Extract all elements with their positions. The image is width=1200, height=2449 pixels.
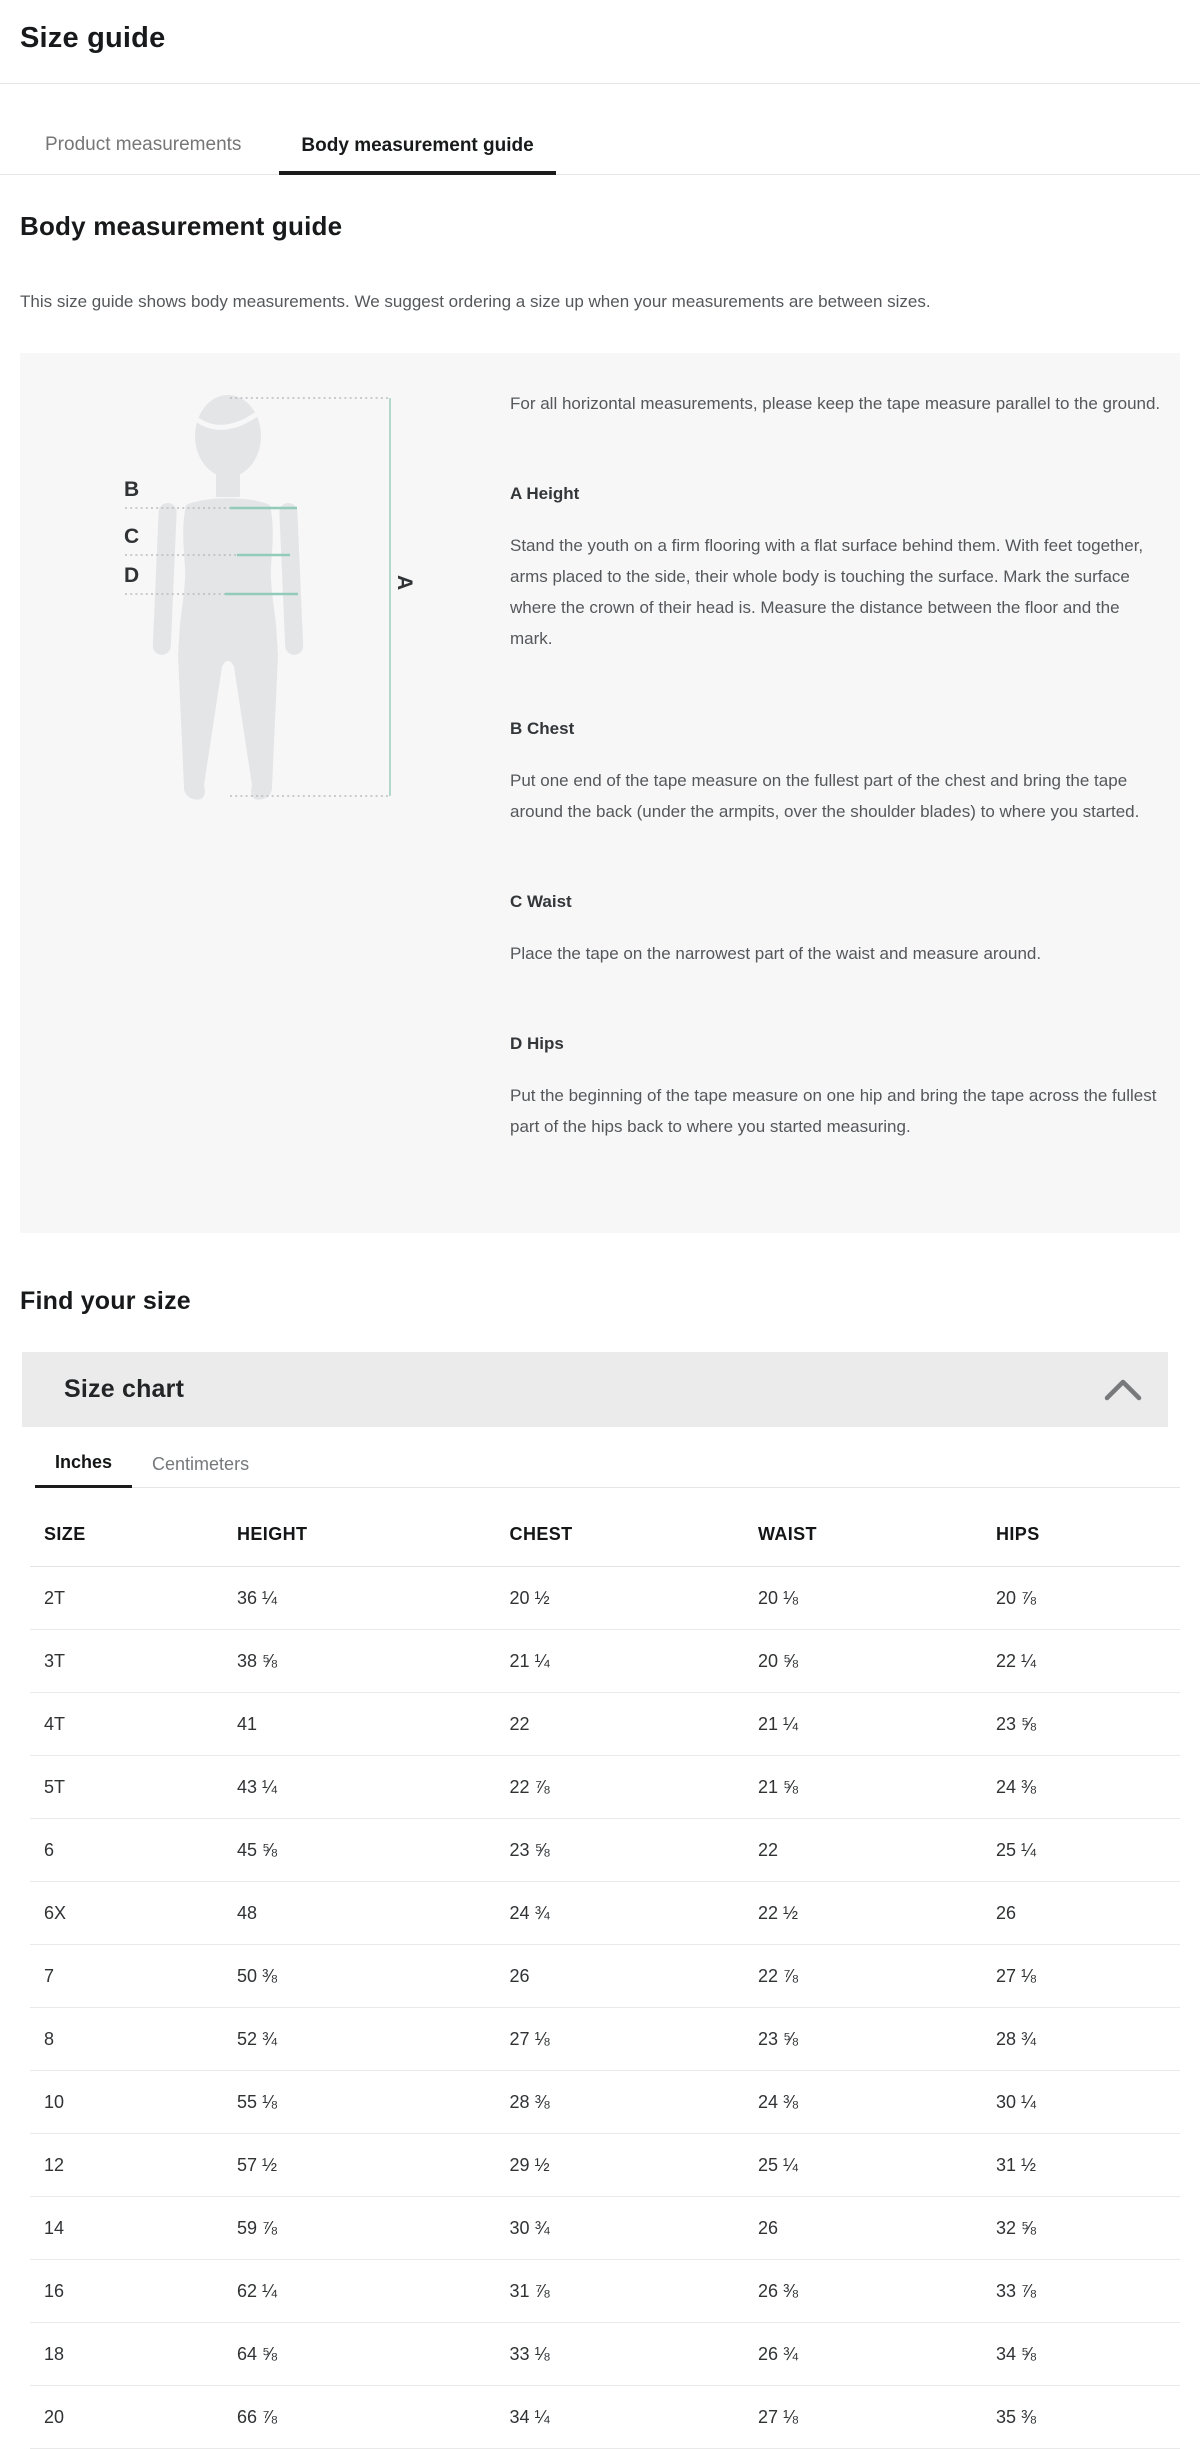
table-cell: 20 ⅝ — [758, 1630, 996, 1693]
table-cell: 29 ½ — [510, 2134, 758, 2197]
table-cell: 26 — [996, 1882, 1180, 1945]
table-cell: 35 ⅜ — [996, 2386, 1180, 2449]
table-cell: 26 — [758, 2197, 996, 2260]
table-row — [30, 2071, 1180, 2134]
section-c-waist-text: Place the tape on the narrowest part of the waist and measure around. — [510, 944, 1042, 963]
table-cell: 22 — [510, 1693, 758, 1756]
table-cell: 22 ⅞ — [758, 1945, 996, 2008]
size-table — [30, 1488, 1180, 2449]
section-a-height-label: A Height — [510, 484, 580, 503]
column-header: CHEST — [510, 1488, 758, 1567]
table-row — [30, 2008, 1180, 2071]
table-cell: 27 ⅛ — [758, 2386, 996, 2449]
size-chart-title: Size chart — [64, 1375, 185, 1403]
table-cell: 18 — [30, 2323, 237, 2386]
table-cell: 25 ¼ — [758, 2134, 996, 2197]
table-cell: 26 ¾ — [758, 2323, 996, 2386]
measurement-diagram-panel — [20, 353, 1180, 1233]
table-cell: 6X — [30, 1882, 237, 1945]
table-cell: 36 ¼ — [237, 1567, 510, 1630]
table-cell: 26 — [510, 1945, 758, 2008]
table-cell: 20 ½ — [510, 1567, 758, 1630]
table-cell: 59 ⅞ — [237, 2197, 510, 2260]
measurement-instructions — [510, 353, 1165, 1142]
section-d-hips-text: Put the beginning of the tape measure on one hip and bring the tape across the fullest part of the hips back to where you started measuring. — [510, 1086, 1157, 1136]
table-row — [30, 1882, 1180, 1945]
table-cell: 57 ½ — [237, 2134, 510, 2197]
table-cell: 24 ¾ — [510, 1882, 758, 1945]
table-cell: 4T — [30, 1693, 237, 1756]
table-cell: 62 ¼ — [237, 2260, 510, 2323]
size-chart-accordion-header[interactable] — [22, 1352, 1168, 1427]
table-cell: 31 ½ — [996, 2134, 1180, 2197]
table-cell: 25 ¼ — [996, 1819, 1180, 1882]
table-row — [30, 1756, 1180, 1819]
table-cell: 23 ⅝ — [758, 2008, 996, 2071]
table-row — [30, 2323, 1180, 2386]
label-b: B — [124, 478, 140, 501]
body-guide-heading: Body measurement guide — [20, 211, 343, 241]
column-header: SIZE — [30, 1488, 237, 1567]
table-cell: 21 ⅝ — [758, 1756, 996, 1819]
table-row — [30, 2260, 1180, 2323]
table-cell: 16 — [30, 2260, 237, 2323]
table-row — [30, 1567, 1180, 1630]
unit-tab-inches[interactable]: Inches — [35, 1427, 132, 1488]
table-cell: 20 — [30, 2386, 237, 2449]
table-cell: 48 — [237, 1882, 510, 1945]
table-cell: 52 ¾ — [237, 2008, 510, 2071]
column-header: WAIST — [758, 1488, 996, 1567]
table-cell: 22 — [758, 1819, 996, 1882]
label-c: C — [124, 525, 140, 548]
table-cell: 24 ⅜ — [758, 2071, 996, 2134]
section-d-hips-label: D Hips — [510, 1034, 564, 1053]
figure-silhouette — [152, 395, 303, 800]
table-cell: 22 ½ — [758, 1882, 996, 1945]
column-header: HIPS — [996, 1488, 1180, 1567]
table-cell: 50 ⅜ — [237, 1945, 510, 2008]
table-cell: 33 ⅛ — [510, 2323, 758, 2386]
table-cell: 21 ¼ — [510, 1630, 758, 1693]
table-cell: 21 ¼ — [758, 1693, 996, 1756]
section-a-height-text: Stand the youth on a firm flooring with a flat surface behind them. With feet together, arms placed to the side, their whole body is touching the surface. Mark the surface where the crown of their head is. Measure the distance between the floor and the mark. — [510, 536, 1144, 648]
table-cell: 23 ⅝ — [510, 1819, 758, 1882]
table-cell: 34 ¼ — [510, 2386, 758, 2449]
table-cell: 3T — [30, 1630, 237, 1693]
table-cell: 30 ¾ — [510, 2197, 758, 2260]
section-b-chest-text: Put one end of the tape measure on the fullest part of the chest and bring the tape around the back (under the armpits, over the shoulder blades) to where you started. — [510, 771, 1140, 821]
table-cell: 5T — [30, 1756, 237, 1819]
unit-tab-centimeters[interactable]: Centimeters — [152, 1454, 250, 1474]
table-cell: 32 ⅝ — [996, 2197, 1180, 2260]
table-cell: 38 ⅝ — [237, 1630, 510, 1693]
table-cell: 22 ¼ — [996, 1630, 1180, 1693]
table-cell: 6 — [30, 1819, 237, 1882]
chevron-up-icon[interactable] — [1104, 1379, 1142, 1401]
table-cell: 12 — [30, 2134, 237, 2197]
tab-body-measurement-guide[interactable]: Body measurement guide — [279, 85, 555, 175]
table-cell: 34 ⅝ — [996, 2323, 1180, 2386]
body-guide-intro: This size guide shows body measurements. We suggest ordering a size up when your measurements are between sizes. — [20, 292, 931, 311]
section-b-chest-label: B Chest — [510, 719, 575, 738]
table-cell: 8 — [30, 2008, 237, 2071]
table-cell: 20 ⅛ — [758, 1567, 996, 1630]
table-cell: 26 ⅜ — [758, 2260, 996, 2323]
table-cell: 28 ¾ — [996, 2008, 1180, 2071]
guide-tabbar — [0, 84, 1200, 175]
table-cell: 43 ¼ — [237, 1756, 510, 1819]
tab-product-measurements[interactable]: Product measurements — [45, 134, 242, 155]
table-row — [30, 1630, 1180, 1693]
table-cell: 66 ⅞ — [237, 2386, 510, 2449]
table-cell: 55 ⅛ — [237, 2071, 510, 2134]
table-cell: 31 ⅞ — [510, 2260, 758, 2323]
table-cell: 27 ⅛ — [510, 2008, 758, 2071]
table-cell: 24 ⅜ — [996, 1756, 1180, 1819]
table-cell: 64 ⅝ — [237, 2323, 510, 2386]
table-row — [30, 2386, 1180, 2449]
table-row — [30, 1693, 1180, 1756]
label-a: A — [393, 575, 416, 591]
section-c-waist-label: C Waist — [510, 892, 572, 911]
table-cell: 14 — [30, 2197, 237, 2260]
table-cell: 10 — [30, 2071, 237, 2134]
size-table-header-row — [30, 1488, 1180, 1567]
table-row — [30, 1945, 1180, 2008]
table-cell: 27 ⅛ — [996, 1945, 1180, 2008]
size-table-head — [30, 1488, 1180, 1567]
column-header: HEIGHT — [237, 1488, 510, 1567]
page-title: Size guide — [20, 22, 166, 54]
size-table-body — [30, 1567, 1180, 2449]
table-row — [30, 2134, 1180, 2197]
table-cell: 41 — [237, 1693, 510, 1756]
unit-tabbar — [35, 1427, 1180, 1488]
find-your-size-heading: Find your size — [20, 1287, 191, 1315]
table-cell: 45 ⅝ — [237, 1819, 510, 1882]
table-cell: 33 ⅞ — [996, 2260, 1180, 2323]
horizontal-note: For all horizontal measurements, please keep the tape measure parallel to the ground. — [510, 394, 1161, 413]
table-cell: 28 ⅜ — [510, 2071, 758, 2134]
table-cell: 23 ⅝ — [996, 1693, 1180, 1756]
table-cell: 20 ⅞ — [996, 1567, 1180, 1630]
table-cell: 30 ¼ — [996, 2071, 1180, 2134]
table-cell: 22 ⅞ — [510, 1756, 758, 1819]
table-cell: 7 — [30, 1945, 237, 2008]
label-d: D — [124, 564, 140, 587]
table-row — [30, 2197, 1180, 2260]
table-row — [30, 1819, 1180, 1882]
table-cell: 2T — [30, 1567, 237, 1630]
